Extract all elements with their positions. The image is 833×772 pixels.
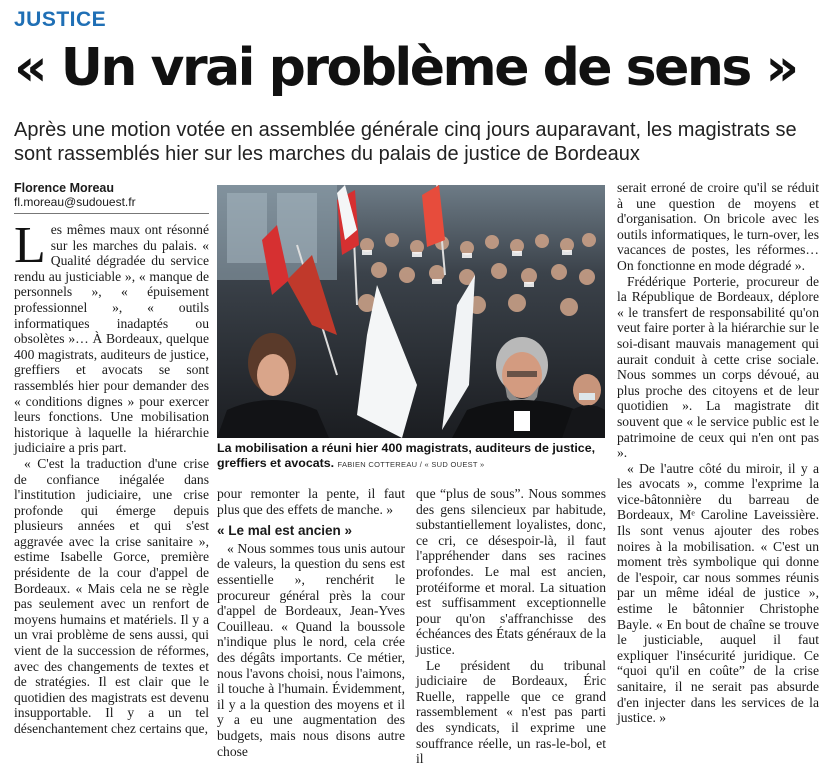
article-paragraph: « C'est la traduction d'une crise de confiance inégalée dans l'institution judiciaire, une crise profonde qui émerge depuis plusieurs années et qui s'est aggravée avec la crise sanitaire », estime Isabelle Gorce, première présidente de la cour d'appel de Bordeaux. « Mais cela ne se règle pas seulement avec un renfort de moyens humains et matériels. Il y a un vrai problème de sens aussi, qui vient de la succession de réformes, avec des changements de textes et de stratégies. Il est clair que le quotidien des magistrats est devenu insupportable. Il y a un tel désenchantement chez certains que,	[14, 455, 209, 736]
author-name: Florence Moreau	[14, 181, 115, 195]
drop-cap: L	[14, 217, 46, 274]
article-paragraph: « Nous sommes tous unis autour de valeurs, la question du sens est essentielle », renchérit le procureur général près la cour d'appel de Bordeaux, Jean-Yves Couilleau. « Quand la boussole n'indique plus le nord, cela crée des dégâts importants. Ce métier, nous l'avons choisi, nous l'aimons, il touche à l'humain. Évidemment, il y a la question des moyens et il y a eu une augmentation des budgets, mais nous disons autre chose	[217, 540, 405, 759]
article-paragraph: Frédérique Porterie, procureur de la République de Bordeaux, déplore « le transfert de responsabilité qu'on veut faire porter à la hiérarchie sur le soi-disant mauvais management qui aurait conduit à cette crise sociale. Nous sommes un corps dévoué, au plus proche des citoyens et de leur quotidien ». La magistrate dit souvent que « le service public est le patrimoine de ceux qui n'en ont pas ».	[617, 273, 819, 461]
article-column-3	[416, 486, 606, 767]
article-column-1	[14, 217, 209, 737]
photo-credit: FABIEN COTTEREAU / « SUD OUEST »	[337, 460, 485, 469]
protest-photo-illustration	[217, 185, 605, 438]
article-paragraph: pour remonter la pente, il faut plus que des effets de manche. »	[217, 486, 405, 517]
article-paragraph: serait erroné de croire qu'il se réduit à une question de moyens et d'organisation. On bricole avec les outils informatiques, le turn-over, les vacances de postes, les réformes… On fonctionne en mode dégradé ».	[617, 180, 819, 273]
photo-caption	[217, 441, 607, 472]
author-email[interactable]: fl.moreau@sudouest.fr	[14, 195, 209, 214]
article-paragraph: que “plus de sous”. Nous sommes des gens silencieux par habitude, substantiellement loyalistes, donc, ce cri, ce désespoir-là, il faut l'appréhender dans ses racines profondes. Le mal est ancien, protéiforme et moral. La situation est suffisamment exceptionnelle pour qu'on s'affranchisse des échéances des États généraux de la justice.	[416, 486, 606, 657]
standfirst: Après une motion votée en assemblée générale cinq jours auparavant, les magistrats se sont rassemblés hier sur les marches du palais de justice de Bordeaux	[14, 119, 797, 165]
article-column-4	[617, 180, 819, 726]
news-photo	[217, 185, 605, 438]
article-paragraph: « De l'autre côté du miroir, il y a les avocats », comme l'exprime la vice-bâtonnière du barreau de Bordeaux, Mᵉ Caroline Laveissière. Ils sont venus ajouter des robes noires à la mobilisation. « C'est un moment très symbolique qui donne de l'espoir, car nous sommes réunis par un même idéal de justice », estime le bâtonnier Christophe Bayle. « En bout de chaîne se trouve le justiciable, auquel il faut expliquer l'insécurité juridique. Ce “quoi qu'il en coûte” de la crise sanitaire, il ne serait pas absurde d'en injecter dans les services de la justice. »	[617, 460, 819, 726]
caption-text: La mobilisation a réuni hier 400 magistrats, auditeurs de justice, greffiers et avocats.	[217, 441, 596, 470]
article-paragraph: Le président du tribunal judiciaire de Bordeaux, Éric Ruelle, rappelle que ce grand rassemblement « n'est pas parti des syndicats, il exprime une souffrance réelle, un ras-le-bol, et il	[416, 657, 606, 767]
subheading: « Le mal est ancien »	[217, 523, 353, 539]
section-rubric: JUSTICE	[14, 8, 107, 31]
article-paragraph: Les mêmes maux ont résonné sur les marches du palais. « Qualité dégradée du service rendu au justiciable », « manque de personnels », « épuisement professionnel », « outils informatiques inadaptés ou obsolètes »… À Bordeaux, quelque 400 magistrats, auditeurs de justice, greffiers et avocats se sont rassemblés hier pour demander des « conditions dignes » pour exercer leurs fonctions. Une mobilisation historique à laquelle la hiérarchie judiciaire a pris part.	[14, 217, 209, 456]
byline	[14, 181, 209, 214]
article-column-2	[217, 486, 405, 759]
headline: « Un vrai problème de sens »	[14, 38, 797, 98]
